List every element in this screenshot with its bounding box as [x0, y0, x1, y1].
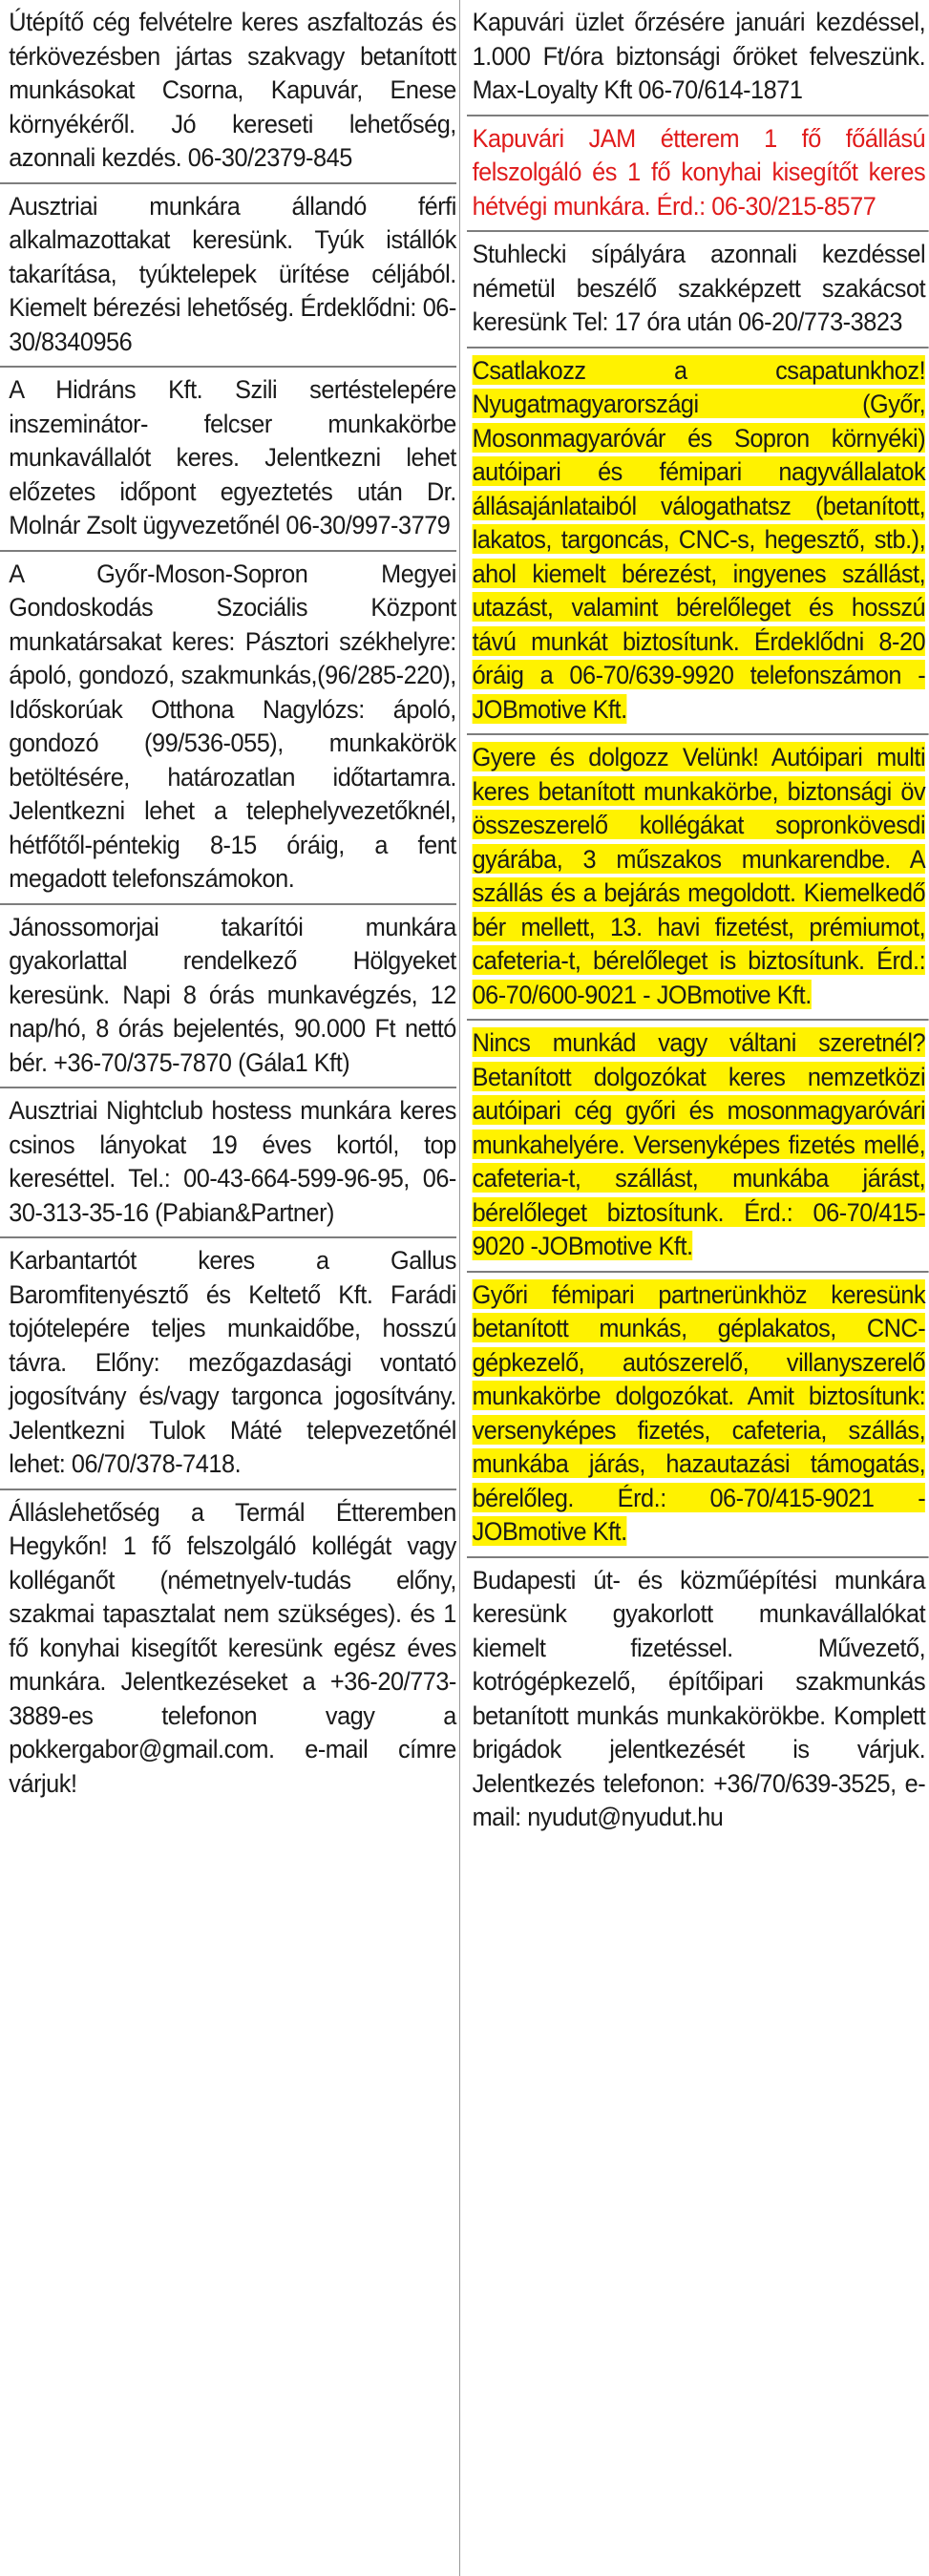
ad-text: Gyere és dolgozz Velünk! Autóipari multi keres betanított munkakörbe, biztonsági öv összeszerelő kollégákat sopronkövesdi gyárába, 3 műszakos munkarendbe. A szállás és a bejárás megoldott. Kiemelkedő bér mellett, 13. havi fizetést, prémiumot, cafeteria-t, bérelőleget is biztosítunk. Érd.: 06-70/600-9021 - JOBmotive Kft.	[472, 742, 926, 1009]
ad-text: Kapuvári JAM étterem 1 fő főállású felszolgáló és 1 fő konyhai kisegítőt keres hétvégi munkára. Érd.: 06-30/215-8577	[472, 122, 926, 221]
left-column	[0, 0, 456, 2576]
ad-text: Budapesti út- és közműépítési munkára keresünk gyakorlott munkavállalókat kiemelt fizetéssel. Művezető, kotrógépkezelő, építőipari szakmunkás betanított munkás munkakörökbe. Komplett brigádok jelentkezését is várjuk. Jelentkezés telefonon: +36/70/639-3525, e-mail: nyudut@nyudut.hu	[472, 1564, 926, 1831]
ad-right-8	[467, 1558, 929, 1842]
ad-text: Nincs munkád vagy váltani szeretnél? Betanított dolgozókat keres nemzetközi autóipari cég győri és mosonmagyaróvári munkahelyére. Versenyképes fizetés mellé, cafeteria-t, szállást, munkába járást, bérelőleget biztosítunk. Érd.: 06-70/415-9020 -JOBmotive Kft.	[472, 1027, 926, 1260]
column-divider	[459, 0, 464, 2576]
ad-text: Álláslehetőség a Termál Étteremben Hegykőn! 1 fő felszolgáló kollégát vagy kolléganőt (németnyelv-tudás előny, szakmai tapasztalat nem szükséges). és 1 fő konyhai kisegítőt keresünk egész éves munkára. Jelentkezéseket a +36-20/773-3889-es telefonon vagy a pokkergabor@gmail.com. e-mail címre várjuk!	[9, 1496, 456, 1798]
ad-text: Stuhlecki sípályára azonnali kezdéssel németül beszélő szakképzett szakácsot keresünk Tel: 17 óra után 06-20/773-3823	[472, 239, 926, 336]
ad-right-3	[467, 232, 929, 348]
ad-text: Ausztriai Nightclub hostess munkára keres csinos lányokat 19 éves kortól, top kereséttel. Tel.: 00-43-664-599-96-95, 06-30-313-35-16 (Pabian&Partner)	[9, 1095, 456, 1227]
ad-left-2	[0, 184, 456, 369]
ad-right-7-highlighted	[467, 1273, 929, 1558]
ad-text: Csatlakozz a csapatunkhoz! Nyugatmagyarországi (Győr, Mosonmagyaróvár és Sopron környéki) autóipari és fémipari nagyvállalatok állásajánlataiból válogathatsz (betanított, lakatos, targoncás, CNC-s, hegesztő, stb.), ahol kiemelt bérezést, ingyenes szállást, utazást, valamint bérelőleget és hosszú távú munkát biztosítunk. Érdeklődni 8-20 óráig a 06-70/639-9920 telefonszámon - JOBmotive Kft.	[472, 354, 926, 724]
right-column	[467, 0, 929, 2576]
ad-left-5	[0, 905, 456, 1089]
ad-right-1	[467, 0, 929, 116]
ad-text: Karbantartót keres a Gallus Baromfitenyésztő és Keltető Kft. Farádi tojótelepére teljes munkaidőbe, hosszú távra. Előny: mezőgazdasági vontató jogosítvány és/vagy targonca jogosítvány. Jelentkezni Tulok Máté telepvezetőnél lehet: 06/70/378-7418.	[9, 1245, 456, 1478]
ad-left-7	[0, 1238, 456, 1490]
ad-text: Kapuvári üzlet őrzésére januári kezdéssel, 1.000 Ft/óra biztonsági őröket felveszünk. Max-Loyalty Kft 06-70/614-1871	[472, 7, 926, 104]
ad-text: Győri fémipari partnerünkhöz keresünk betanított munkás, géplakatos, CNC-gépkezelő, autószerelő, villanyszerelő munkakörbe dolgozókat. Amit biztosítunk: versenyképes fizetés, cafeteria, szállás, munkába járás, hazautazási támogatás, bérelőleg. Érd.: 06-70/415-9021 -JOBmotive Kft.	[472, 1278, 926, 1546]
ad-text: A Hidráns Kft. Szili sertéstelepére inszeminátor- felcser munkakörbe munkavállalót keres. Jelentkezni lehet előzetes időpont egyeztetés után Dr. Molnár Zsolt ügyvezetőnél 06-30/997-3779	[9, 374, 456, 539]
ad-left-1	[0, 0, 456, 184]
ad-text: Jánossomorjai takarítói munkára gyakorlattal rendelkező Hölgyeket keresünk. Napi 8 órás munkavégzés, 12 nap/hó, 8 órás bejelentés, 90.000 Ft nettó bér. +36-70/375-7870 (Gála1 Kft)	[9, 911, 456, 1077]
ad-right-6-highlighted	[467, 1021, 929, 1273]
ad-right-5-highlighted	[467, 735, 929, 1021]
ad-text: A Győr-Moson-Sopron Megyei Gondoskodás Szociális Központ munkatársakat keres: Pásztori székhelyre: ápoló, gondozó, szakmunkás,(96/285-220), Időskorúak Otthona Nagylózs: ápoló, gondozó (99/536-055), munkakörök betöltésére, határozatlan időtartamra. Jelentkezni lehet a telephelyvezetőknél, hétfőtől-péntekig 8-15 óráig, a fent megadott telefonszámokon.	[9, 558, 456, 893]
ad-text: Ausztriai munkára állandó férfi alkalmazottakat keresünk. Tyúk istállók takarítása, tyúktelepek ürítése céljából. Kiemelt bérezési lehetőség. Érdeklődni: 06-30/8340956	[9, 190, 456, 356]
ad-left-8	[0, 1490, 456, 1808]
ad-left-6	[0, 1088, 456, 1238]
ad-text: Útépítő cég felvételre keres aszfaltozás és térkövezésben jártas szakvagy betanított munkásokat Csorna, Kapuvár, Enese környékéről. Jó kereseti lehetőség, azonnali kezdés. 06-30/2379-845	[9, 7, 456, 172]
ad-right-2-red	[467, 116, 929, 233]
ad-left-3	[0, 368, 456, 552]
ad-left-4	[0, 552, 456, 905]
ad-right-4-highlighted	[467, 348, 929, 736]
